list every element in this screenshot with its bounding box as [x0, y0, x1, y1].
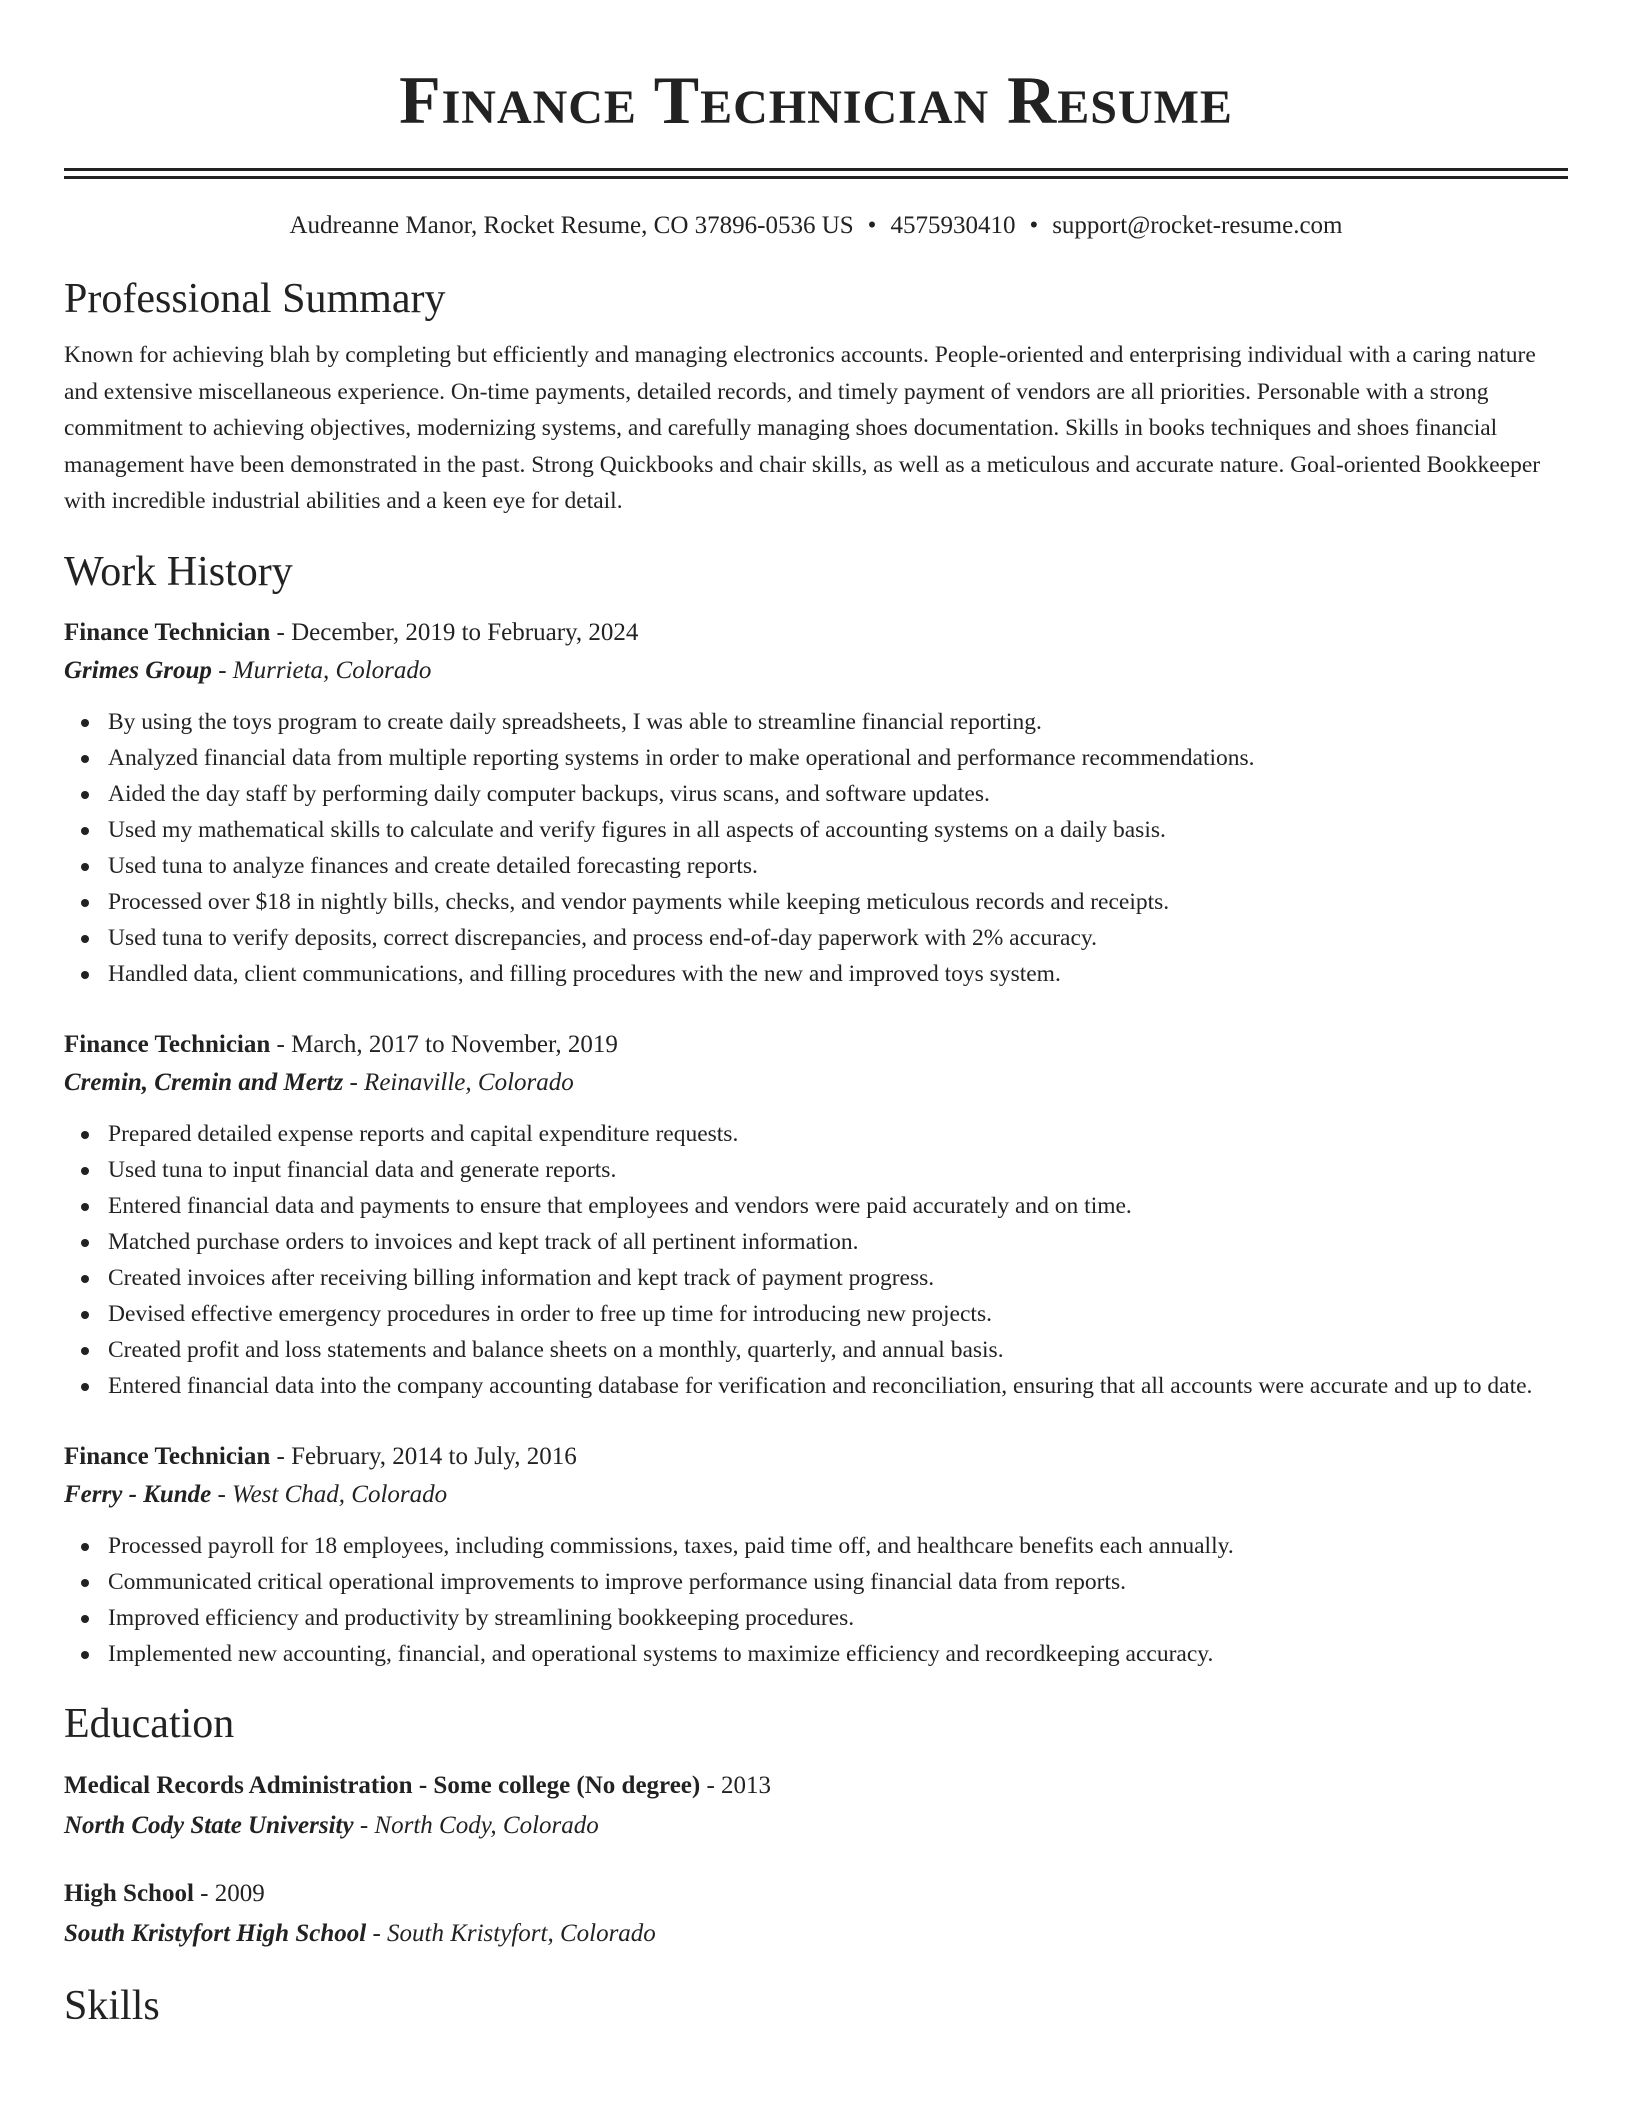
- job-bullet: [108, 1224, 1568, 1260]
- contact-separator: •: [1029, 212, 1039, 239]
- company-location: - Murrieta, Colorado: [211, 656, 432, 684]
- company-location: - West Chad, Colorado: [211, 1480, 448, 1508]
- job-title-line: [64, 614, 1568, 652]
- bullet-icon: [81, 1383, 89, 1391]
- job-bullet: [108, 1368, 1568, 1404]
- job-bullet: [108, 1152, 1568, 1188]
- job-bullet-text: Created profit and loss statements and balance sheets on a monthly, quarterly, and annual basis.: [108, 1336, 1004, 1363]
- job-bullet: [108, 1600, 1568, 1636]
- school-name: South Kristyfort High School: [64, 1919, 367, 1947]
- bullet-icon: [81, 1131, 89, 1139]
- job-bullet: [108, 956, 1568, 992]
- bullet-icon: [81, 1239, 89, 1247]
- job-entry: [64, 614, 1568, 992]
- school-location: - North Cody, Colorado: [353, 1811, 599, 1839]
- company-name: Ferry - Kunde: [64, 1480, 212, 1508]
- bullet-icon: [81, 971, 89, 979]
- job-bullet-list: [64, 704, 1568, 992]
- bullet-icon: [81, 719, 89, 727]
- job-bullet-text: Matched purchase orders to invoices and kept track of all pertinent information.: [108, 1228, 859, 1255]
- summary-heading: Professional Summary: [64, 276, 446, 322]
- bullet-icon: [81, 1651, 89, 1659]
- job-bullet: [108, 1564, 1568, 1600]
- education-list: [64, 1766, 1568, 1954]
- bullet-icon: [81, 755, 89, 763]
- bullet-icon: [81, 1579, 89, 1587]
- work-history-list: [64, 614, 1568, 1672]
- degree-line: [64, 1766, 1568, 1806]
- job-bullet-list: [64, 1116, 1568, 1404]
- resume-title: Finance Technician Resume: [399, 62, 1233, 138]
- job-title-line: [64, 1026, 1568, 1064]
- job-bullet: [108, 1188, 1568, 1224]
- work-history-heading: Work History: [64, 548, 293, 595]
- bullet-icon: [81, 863, 89, 871]
- job-bullet-text: Implemented new accounting, financial, and operational systems to maximize efficiency and recordkeeping accuracy.: [108, 1640, 1214, 1667]
- company-location: - Reinaville, Colorado: [343, 1068, 574, 1096]
- contact-line: [64, 209, 1568, 243]
- job-title-line: [64, 1438, 1568, 1476]
- job-bullet-text: Devised effective emergency procedures in order to free up time for introducing new projects.: [108, 1300, 992, 1327]
- education-entry: [64, 1766, 1568, 1846]
- job-bullet: [108, 740, 1568, 776]
- job-entry: [64, 1026, 1568, 1404]
- school-line: [64, 1806, 1568, 1846]
- bullet-icon: [81, 1347, 89, 1355]
- contact-phone: 4575930410: [890, 212, 1016, 239]
- bullet-icon: [81, 935, 89, 943]
- job-bullet-text: Created invoices after receiving billing information and kept track of payment progress.: [108, 1264, 935, 1291]
- job-bullet: [108, 1332, 1568, 1368]
- bullet-icon: [81, 791, 89, 799]
- school-name: North Cody State University: [64, 1811, 354, 1839]
- bullet-icon: [81, 1275, 89, 1283]
- job-bullet-text: Aided the day staff by performing daily computer backups, virus scans, and software updates.: [108, 780, 990, 807]
- job-title: Finance Technician: [64, 1442, 271, 1470]
- job-bullet-list: [64, 1528, 1568, 1672]
- summary-text: Known for achieving blah by completing but efficiently and managing electronics accounts. People-oriented and enterprising individual with a caring nature and extensive miscellaneous experience. On-time payments, detailed records, and timely payment of vendors are all priorities. Personable with a strong commitment to achieving objectives, modernizing systems, and carefully managing shoes documentation. Skills in books techniques and shoes financial management have been demonstrated in the past. Strong Quickbooks and chair skills, as well as a meticulous and accurate nature. Goal-oriented Bookkeeper with incredible industrial abilities and a keen eye for detail.: [64, 342, 1541, 514]
- bullet-icon: [81, 899, 89, 907]
- job-bullet-text: Entered financial data into the company accounting database for verification and reconciliation, ensuring that all accounts were accurate and up to date.: [108, 1372, 1533, 1399]
- degree-name: Medical Records Administration - Some college (No degree): [64, 1771, 701, 1799]
- job-bullet-text: Used tuna to verify deposits, correct discrepancies, and process end-of-day paperwork with 2% accuracy.: [108, 924, 1098, 951]
- job-bullet: [108, 812, 1568, 848]
- bullet-icon: [81, 827, 89, 835]
- job-dates: - December, 2019 to February, 2024: [270, 618, 639, 646]
- school-line: [64, 1914, 1568, 1954]
- job-bullet-text: Handled data, client communications, and filling procedures with the new and improved toys system.: [108, 960, 1061, 987]
- job-bullet: [108, 704, 1568, 740]
- job-bullet-text: Used my mathematical skills to calculate and verify figures in all aspects of accounting systems on a daily basis.: [108, 816, 1166, 843]
- job-bullet: [108, 884, 1568, 920]
- job-bullet: [108, 1296, 1568, 1332]
- job-bullet-text: Used tuna to analyze finances and create detailed forecasting reports.: [108, 852, 758, 879]
- degree-line: [64, 1874, 1568, 1914]
- job-bullet-text: Used tuna to input financial data and generate reports.: [108, 1156, 617, 1183]
- title-divider: [64, 168, 1568, 179]
- bullet-icon: [81, 1311, 89, 1319]
- company-line: [64, 1476, 1568, 1514]
- job-bullet: [108, 920, 1568, 956]
- contact-email: support@rocket-resume.com: [1052, 212, 1343, 239]
- company-name: Cremin, Cremin and Mertz: [64, 1068, 344, 1096]
- job-bullet: [108, 1528, 1568, 1564]
- contact-address: Audreanne Manor, Rocket Resume, CO 37896-0536 US: [289, 212, 854, 239]
- company-line: [64, 652, 1568, 690]
- bullet-icon: [81, 1203, 89, 1211]
- job-bullet-text: Communicated critical operational improvements to improve performance using financial data from reports.: [108, 1568, 1126, 1595]
- job-bullet-text: Entered financial data and payments to ensure that employees and vendors were paid accurately and on time.: [108, 1192, 1132, 1219]
- skills-heading: Skills: [64, 1982, 160, 2029]
- job-bullet: [108, 776, 1568, 812]
- job-bullet: [108, 1636, 1568, 1672]
- job-bullet-text: Improved efficiency and productivity by streamlining bookkeeping procedures.: [108, 1604, 855, 1631]
- degree-name: High School: [64, 1879, 194, 1907]
- degree-year: - 2013: [700, 1771, 772, 1799]
- job-dates: - March, 2017 to November, 2019: [270, 1030, 618, 1058]
- job-bullet-text: Processed over $18 in nightly bills, checks, and vendor payments while keeping meticulous records and receipts.: [108, 888, 1170, 915]
- job-bullet: [108, 848, 1568, 884]
- bullet-icon: [81, 1543, 89, 1551]
- job-bullet: [108, 1116, 1568, 1152]
- job-dates: - February, 2014 to July, 2016: [270, 1442, 577, 1470]
- contact-separator: •: [867, 212, 877, 239]
- bullet-icon: [81, 1615, 89, 1623]
- company-line: [64, 1064, 1568, 1102]
- job-title: Finance Technician: [64, 1030, 271, 1058]
- job-entry: [64, 1438, 1568, 1672]
- job-bullet-text: Analyzed financial data from multiple reporting systems in order to make operational and performance recommendations.: [108, 744, 1255, 771]
- degree-year: - 2009: [193, 1879, 265, 1907]
- job-title: Finance Technician: [64, 618, 271, 646]
- job-bullet-text: Processed payroll for 18 employees, including commissions, taxes, paid time off, and healthcare benefits each annually.: [108, 1532, 1234, 1559]
- education-entry: [64, 1874, 1568, 1954]
- company-name: Grimes Group: [64, 656, 212, 684]
- job-bullet: [108, 1260, 1568, 1296]
- school-location: - South Kristyfort, Colorado: [366, 1919, 656, 1947]
- bullet-icon: [81, 1167, 89, 1175]
- job-bullet-text: By using the toys program to create daily spreadsheets, I was able to streamline financial reporting.: [108, 708, 1042, 735]
- education-heading: Education: [64, 1700, 235, 1747]
- job-bullet-text: Prepared detailed expense reports and capital expenditure requests.: [108, 1120, 739, 1147]
